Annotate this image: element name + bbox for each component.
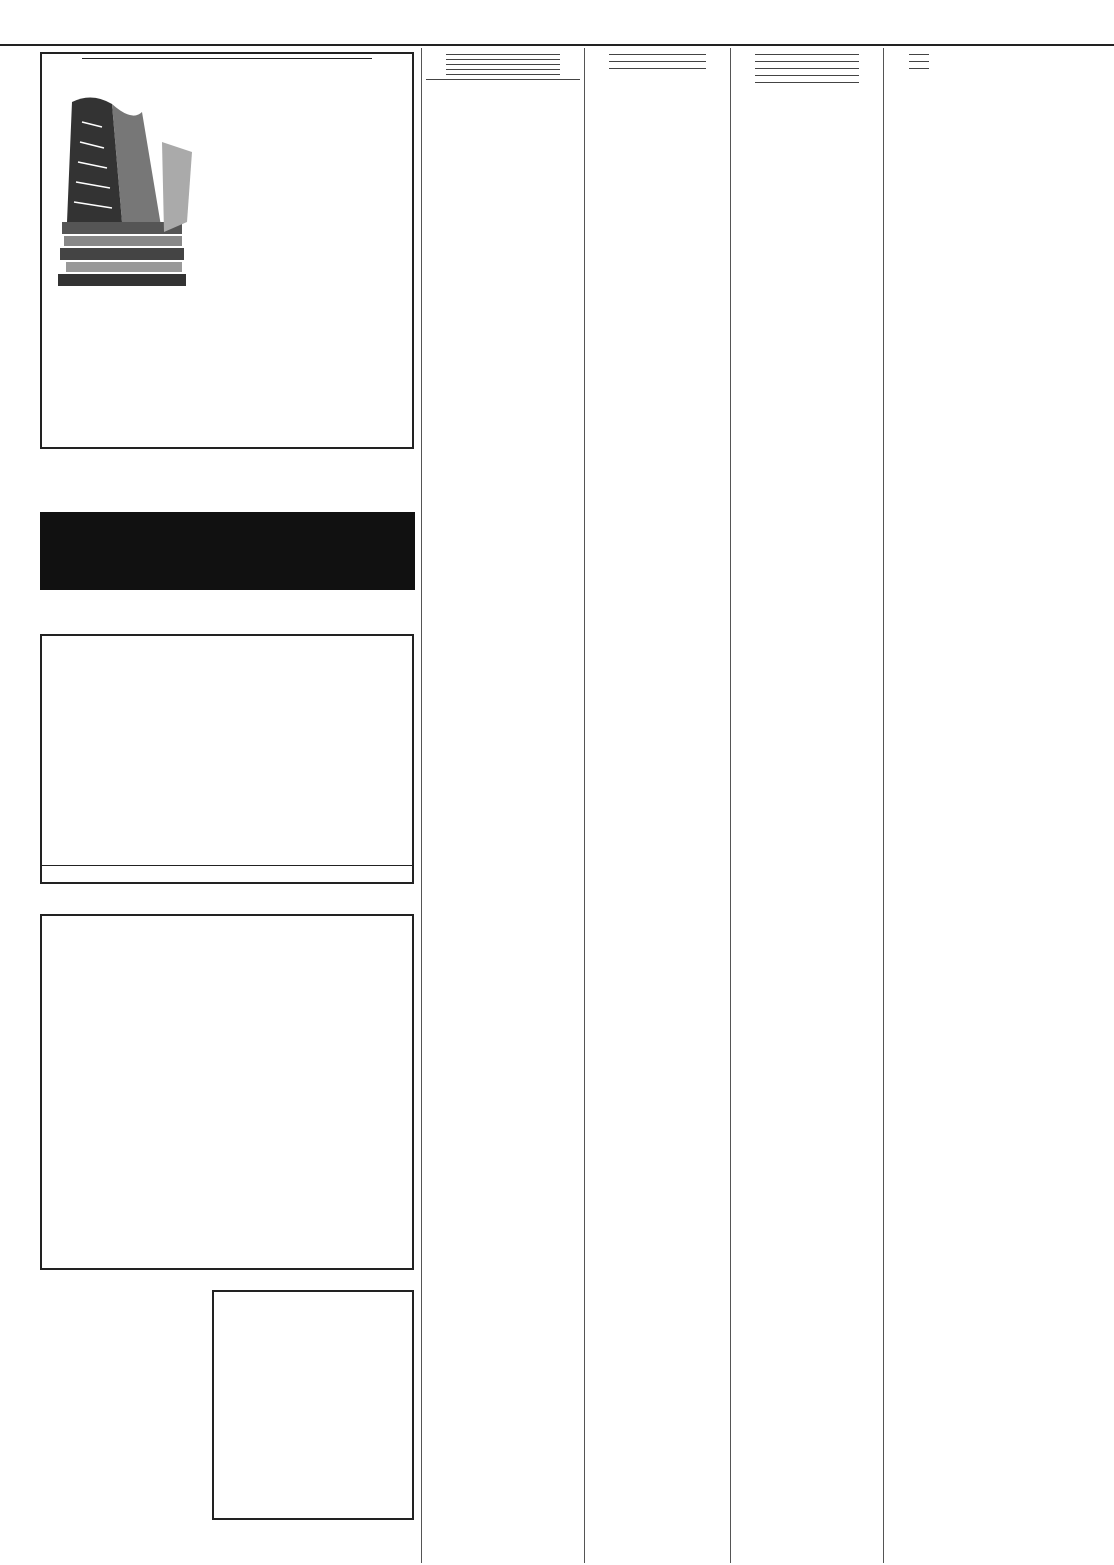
divider xyxy=(909,61,929,62)
divider xyxy=(909,54,929,55)
column-rule xyxy=(883,48,884,1563)
column-rule xyxy=(584,48,585,1563)
masthead xyxy=(0,0,1114,46)
ad-title xyxy=(82,58,372,59)
linen-stack-illustration xyxy=(52,82,202,290)
divider xyxy=(609,68,706,69)
ross-banner xyxy=(40,512,415,590)
divider xyxy=(446,54,560,55)
divider xyxy=(446,69,560,70)
divider xyxy=(755,75,859,76)
divider xyxy=(426,79,580,80)
divider xyxy=(755,61,859,62)
obituary-column xyxy=(889,50,949,1565)
divider xyxy=(755,68,859,69)
divider xyxy=(609,61,706,62)
divider xyxy=(446,74,560,75)
divider xyxy=(446,64,560,65)
neutrodyne-ad xyxy=(40,914,414,1270)
divider xyxy=(755,54,859,55)
pj-jack-ad xyxy=(212,1290,414,1520)
manchester-goods-ad xyxy=(40,52,414,449)
column-rule xyxy=(730,48,731,1563)
divider xyxy=(909,68,929,69)
column-rule xyxy=(421,48,422,1563)
divider xyxy=(609,54,706,55)
column-2 xyxy=(426,50,580,1565)
column-4 xyxy=(735,50,879,1565)
building-society-notice xyxy=(40,1276,208,1282)
bauckhams-ad xyxy=(40,634,414,884)
divider xyxy=(755,82,859,83)
divider xyxy=(42,865,414,866)
column-3 xyxy=(589,50,726,1565)
divider xyxy=(446,59,560,60)
